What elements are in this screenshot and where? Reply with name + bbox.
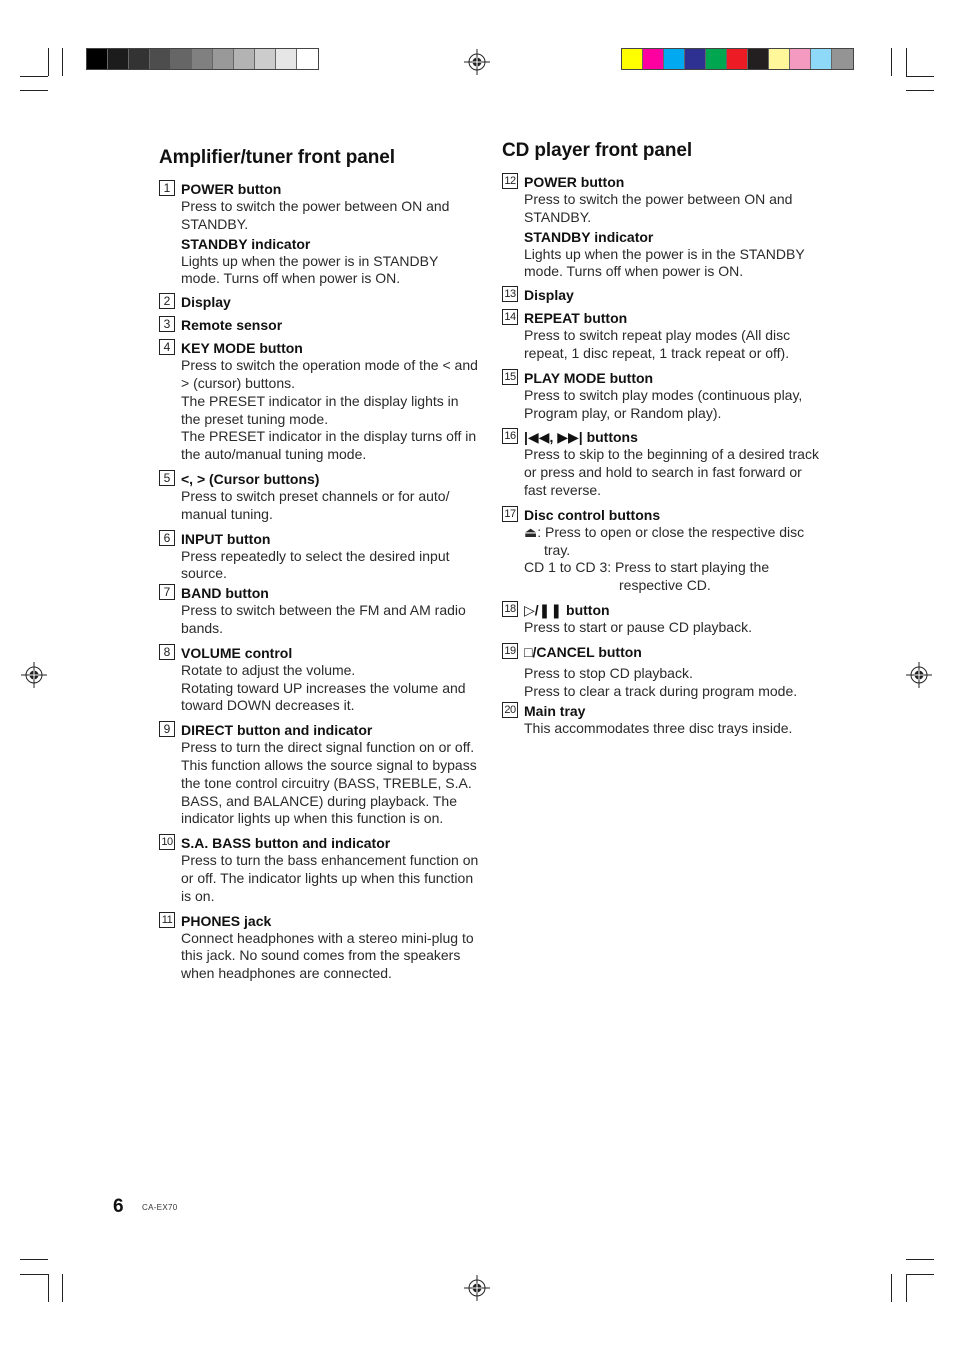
item-description: Press to switch the power between ON and STANDBY.: [524, 191, 793, 225]
color-swatch: [727, 49, 748, 69]
item-title: [524, 428, 822, 446]
gray-swatch: [171, 49, 192, 69]
eject-description: : Press to open or close the respective disc tray.: [537, 523, 805, 558]
section-heading: CD player front panel: [502, 140, 693, 161]
color-swatch: [622, 49, 643, 69]
gray-swatch: [234, 49, 255, 69]
eject-icon: ⏏: [524, 523, 538, 540]
gray-swatch: [108, 49, 129, 69]
item-title: [524, 601, 822, 619]
list-item: [502, 173, 822, 281]
list-item: [159, 912, 479, 983]
list-item: [502, 601, 822, 637]
skip-buttons-icon: |◀◀, ▶▶|: [524, 429, 583, 446]
item-sub-description: Lights up when the power is in the STANDBY mode. Turns off when power is ON.: [524, 245, 805, 280]
item-title: PHONES jack: [181, 912, 272, 929]
color-swatch: [643, 49, 664, 69]
list-item: [502, 643, 822, 701]
item-description: Press to turn the bass enhancement function on or off. The indicator lights up when this function is on.: [181, 852, 479, 904]
item-title: S.A. BASS button and indicator: [181, 835, 391, 852]
item-title: Remote sensor: [181, 317, 283, 334]
item-number: 20: [502, 702, 518, 718]
item-number: 9: [159, 721, 175, 737]
registration-mark-icon: [464, 1275, 490, 1301]
item-number: 2: [159, 293, 175, 309]
item-description: This accommodates three disc trays inside.: [524, 720, 793, 737]
item-number: 6: [159, 530, 175, 546]
item-number: 1: [159, 180, 175, 196]
list-item: [502, 506, 822, 595]
color-swatch: [748, 49, 769, 69]
color-swatch: [769, 49, 790, 69]
item-title: INPUT button: [181, 530, 271, 547]
registration-mark-icon: [21, 662, 47, 688]
item-number: 16: [502, 428, 518, 444]
item-title: Display: [524, 287, 574, 304]
list-item: [502, 309, 822, 363]
item-number: 14: [502, 309, 518, 325]
registration-mark-icon: [464, 49, 490, 75]
gray-color-bar: [86, 48, 319, 70]
item-description: Press to switch play modes (continuous play, Program play, or Random play).: [524, 386, 803, 421]
item-title: DIRECT button and indicator: [181, 722, 373, 739]
item-number: 10: [159, 834, 175, 850]
item-title: VOLUME control: [181, 644, 293, 661]
list-item: [502, 702, 822, 738]
item-description: Press to skip to the beginning of a desired track or press and hold to search in fast forward or fast reverse.: [524, 446, 819, 498]
item-description: Press to switch between the FM and AM radio bands.: [181, 602, 466, 636]
item-title: POWER button: [524, 174, 625, 190]
item-description: Rotate to adjust the volume.: [181, 661, 356, 678]
list-item: [159, 530, 479, 584]
play-pause-icon: ▷/❚❚: [524, 601, 563, 618]
gray-swatch: [129, 49, 150, 69]
section-heading: Amplifier/tuner front panel: [159, 147, 395, 168]
item-sub-description: Lights up when the power is in STANDBY mode. Turns off when power is ON.: [181, 252, 439, 287]
item-title-text: buttons: [586, 429, 638, 446]
list-item: [159, 470, 479, 524]
gray-swatch: [150, 49, 171, 69]
item-title: <, > (Cursor buttons): [181, 470, 320, 487]
item-number: 18: [502, 601, 518, 617]
item-number: 3: [159, 316, 175, 332]
list-item: [159, 721, 479, 828]
color-swatch: [811, 49, 832, 69]
item-description: Press to start or pause CD playback.: [524, 618, 752, 635]
item-title: POWER button: [181, 181, 282, 197]
page-number: 6: [113, 1196, 124, 1217]
list-item: [159, 584, 479, 638]
list-item: [159, 316, 479, 334]
list-item: [159, 293, 479, 311]
item-description: The PRESET indicator in the display turns off in the auto/manual tuning mode.: [181, 428, 477, 463]
item-description: Press to clear a track during program mode.: [524, 682, 798, 699]
item-number: 11: [159, 912, 175, 928]
item-title: REPEAT button: [524, 310, 628, 327]
color-swatch: [706, 49, 727, 69]
item-title: Display: [181, 294, 231, 311]
gray-swatch: [276, 49, 297, 69]
item-title: BAND button: [181, 585, 269, 602]
item-description: Press to switch preset channels or for auto/ manual tuning.: [181, 487, 450, 522]
item-description: Press to switch the power between ON and STANDBY.: [181, 198, 450, 232]
item-description: Press to stop CD playback.: [524, 664, 693, 681]
process-color-bar: [621, 48, 854, 70]
list-item: [159, 834, 479, 905]
item-description: The PRESET indicator in the display lights in the preset tuning mode.: [181, 392, 459, 427]
item-title: [524, 643, 822, 661]
gray-swatch: [213, 49, 234, 69]
item-title: KEY MODE button: [181, 340, 303, 357]
item-title: Main tray: [524, 703, 586, 720]
item-number: 4: [159, 339, 175, 355]
list-item: [502, 369, 822, 423]
model-number: CA-EX70: [142, 1203, 178, 1212]
item-number: 5: [159, 470, 175, 486]
item-title-text: /CANCEL button: [532, 643, 642, 660]
gray-swatch: [297, 49, 318, 69]
gray-swatch: [192, 49, 213, 69]
list-item: [502, 428, 822, 499]
item-description: Press to turn the direct signal function on or off. This function allows the source signal to bypass the tone control circuitry (BASS, TREBLE, S.A. BASS, and BALANCE) during playback. The indicator lights up when this function is on.: [181, 739, 477, 827]
item-number: 17: [502, 506, 518, 522]
item-number: 13: [502, 286, 518, 302]
item-description: Press to switch the operation mode of the < and > (cursor) buttons.: [181, 357, 478, 391]
amplifier-tuner-section: [159, 147, 479, 989]
item-number: 8: [159, 644, 175, 660]
item-title-text: button: [566, 601, 610, 618]
registration-mark-icon: [906, 662, 932, 688]
color-swatch: [685, 49, 706, 69]
list-item: [159, 180, 479, 288]
item-title: PLAY MODE button: [524, 369, 654, 386]
item-description: Rotating toward UP increases the volume and toward DOWN decreases it.: [181, 679, 466, 714]
item-number: 15: [502, 369, 518, 385]
color-swatch: [664, 49, 685, 69]
list-item: [159, 339, 479, 464]
item-description: CD 1 to CD 3: Press to start playing the respective CD.: [524, 559, 770, 594]
gray-swatch: [255, 49, 276, 69]
list-item: [159, 644, 479, 715]
item-title: Disc control buttons: [524, 506, 661, 523]
item-description: [524, 524, 822, 560]
stop-icon: □: [524, 643, 533, 660]
list-item: [502, 286, 822, 304]
item-subtitle: STANDBY indicator: [524, 228, 654, 245]
item-number: 19: [502, 643, 518, 659]
item-description: Press repeatedly to select the desired input source.: [181, 547, 450, 582]
item-subtitle: STANDBY indicator: [181, 235, 311, 252]
item-description: Connect headphones with a stereo mini-plug to this jack. No sound comes from the speakers when headphones are connected.: [181, 929, 474, 982]
color-swatch: [832, 49, 853, 69]
color-swatch: [790, 49, 811, 69]
gray-swatch: [87, 49, 108, 69]
cd-player-section: [502, 140, 822, 744]
item-number: 12: [502, 173, 518, 189]
item-description: Press to switch repeat play modes (All disc repeat, 1 disc repeat, 1 track repeat or off).: [524, 327, 791, 361]
item-number: 7: [159, 584, 175, 600]
